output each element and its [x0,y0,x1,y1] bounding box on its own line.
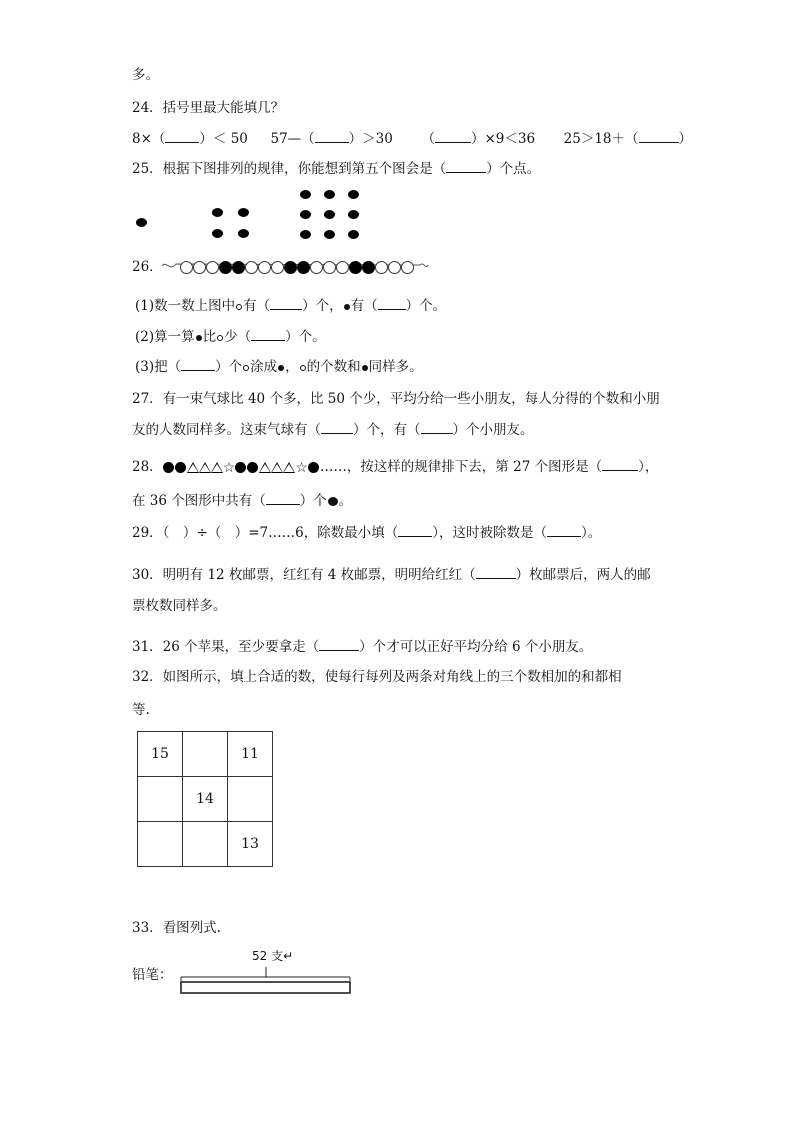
q28-blank-1[interactable] [602,459,638,471]
dot-fig3 [348,230,359,239]
grid-cell[interactable] [138,777,183,822]
triangle-shape [187,462,199,473]
q24-p1b: ）＜ 50 [199,131,248,147]
q27-blank-1[interactable] [321,422,353,434]
grid-cell: 15 [138,732,183,777]
q30-line2: 票枚数同样多。 [132,598,227,614]
q24-title: 24．括号里最大能填几？ [132,100,285,116]
q29-c: ）。 [580,525,602,541]
q28-line2 [132,492,352,510]
grid-cell: 14 [183,777,228,822]
white-bead-icon [236,304,242,310]
q26-s1a: (1)数一数上图中 [135,298,236,314]
triangle-shape [259,462,271,473]
q28-end1: ）， [638,459,659,475]
q24-p3b: ）×9＜36 [470,131,536,147]
q26-s2c: 少（ [224,329,252,345]
q28-blank-2[interactable] [266,493,300,505]
star-shape: ☆ [222,459,236,476]
q23-tail: 多。 [132,67,159,83]
q26-s3a: (3)把（ [135,359,182,375]
q24-p4: 25＞18＋（ [563,131,639,147]
bead-white [323,261,336,274]
bead-black [349,261,362,274]
bead-black [297,261,310,274]
q29-blank-1[interactable] [398,525,432,537]
q28-l2a: 在 36 个图形中共有（ [132,493,266,509]
q26-s2d: ）个。 [285,329,326,345]
q27-line1: 27．有一束气球比 40 个多，比 50 个少，平均分给一些小朋友，每人分得的个数和小朋 [132,391,660,407]
bead-black [284,261,297,274]
q26-s1d: 有（ [350,298,378,314]
q26-blank-1[interactable] [270,298,302,310]
bead-black [219,261,232,274]
q24-p3: （ [421,131,435,147]
q26-s3e: 的个数和 [306,359,361,375]
q28-l2c: 。 [338,493,353,509]
grid-row [138,732,273,777]
circle-shape [175,462,186,473]
q26-blank-4[interactable] [181,359,215,371]
q33-row-label: 铅笔： [132,967,173,983]
q27-l2a: 友的人数同样多。这束气球有（ [132,422,321,438]
black-bead-icon [196,335,202,341]
q26-s3f: 同样多。 [368,359,423,375]
q29-blank-2[interactable] [547,525,581,537]
q26-blank-2[interactable] [378,298,406,310]
black-bead-icon [278,365,284,371]
q24-blank-2[interactable] [315,131,349,143]
pencil-bar-diagram [178,963,354,997]
q30-blank[interactable] [476,567,516,579]
q33-title: 33．看图列式. [132,920,221,936]
dot-fig2 [238,229,249,238]
grid-row [138,822,273,867]
triangle-shape [211,462,223,473]
circle-shape [235,462,246,473]
q25-text [132,160,540,178]
q29-line [132,524,601,542]
grid-cell[interactable] [183,822,228,867]
circle-shape [163,462,174,473]
q25-blank[interactable] [446,161,486,173]
q29-a: 29．（ ）÷（ ）=7……6，除数最小填（ [132,525,399,541]
bead-white [180,261,193,274]
q27-l2b: ）个，有（ [353,422,421,438]
grid-row [138,777,273,822]
bead-white [375,261,388,274]
q31-line [132,638,592,656]
dot-fig2 [212,208,223,217]
q24-p4b: ） [678,131,692,147]
bead-white [206,261,219,274]
q26-s3d: ， [285,359,299,375]
q27-l2c: ）个小朋友。 [452,422,534,438]
bead-black [232,261,245,274]
dot-fig3 [324,210,335,219]
q33-top-label: 52 支↵ [252,949,294,963]
q26-s2 [135,328,326,346]
bead-white [336,261,349,274]
q24-p2b: ）＞30 [348,131,393,147]
bead-white [271,261,284,274]
q25-text-a: 25．根据下图排列的规律，你能想到第五个图会是（ [132,161,447,177]
dot-fig3 [300,230,311,239]
magic-square-grid [137,731,273,867]
dot-fig2 [238,208,249,217]
q28-label: 28． [132,459,163,475]
q31-a: 31．26 个苹果，至少要拿走（ [132,639,320,655]
q25-text-b: ）个点。 [486,161,541,177]
q32-line1: 32．如图所示，填上合适的数，使每行每列及两条对角线上的三个数相加的和都相 [132,669,622,685]
q24-blank-1[interactable] [165,131,199,143]
bead-white [401,261,414,274]
black-circle-icon [328,497,338,506]
white-bead-icon [243,365,249,371]
shape-sequence [163,460,320,476]
dot-fig1 [136,218,147,227]
white-bead-icon [300,365,306,371]
q26-s1c: ）个， [302,298,343,314]
grid-cell[interactable] [138,822,183,867]
q24-p2: 57—（ [270,131,315,147]
q27-blank-2[interactable] [421,422,453,434]
q26-s3b: ）个 [215,359,243,375]
bead-white [388,261,401,274]
circle-shape [247,462,258,473]
white-bead-icon [217,335,223,341]
dot-fig3 [300,190,311,199]
q29-b: ），这时被除数是（ [432,525,547,541]
grid-cell[interactable] [183,732,228,777]
grid-cell: 13 [228,822,273,867]
q27-line2 [132,421,534,439]
q26-s1 [135,297,446,315]
bead-white [258,261,271,274]
dot-fig2 [212,229,223,238]
dot-fig3 [324,230,335,239]
triangle-shape [283,462,295,473]
q28-text: ……，按这样的规律排下去，第 27 个图形是（ [319,459,603,475]
dot-fig3 [300,210,311,219]
bead-white [310,261,323,274]
circle-shape [308,462,319,473]
q24-blank-3[interactable] [435,131,471,143]
bead-black [362,261,375,274]
triangle-shape [199,462,211,473]
black-bead-icon [344,304,350,310]
q30-l1b: ）枚邮票后，两人的邮 [515,567,651,583]
q28-l2b: ）个 [299,493,327,509]
dot-fig3 [348,210,359,219]
star-shape: ☆ [295,459,308,476]
q24-items [132,130,692,148]
triangle-shape [271,462,283,473]
q32-line2: 等. [132,702,150,718]
q26-s2a: (2)算一算 [135,329,195,345]
q26-blank-3[interactable] [251,329,285,341]
q26-s3c: 涂成 [250,359,278,375]
q26-s1e: ）个。 [405,298,447,314]
q28-line1 [132,458,658,476]
grid-cell: 11 [228,732,273,777]
dot-fig3 [348,190,359,199]
q26-label: 26． [132,259,163,275]
q30-l1a: 30．明明有 12 枚邮票，红红有 4 枚邮票，明明给红红（ [132,567,476,583]
q31-blank[interactable] [319,639,359,651]
q31-b: ）个才可以正好平均分给 6 个小朋友。 [359,639,593,655]
bead-white [193,261,206,274]
black-bead-icon [362,365,368,371]
q26-s1b: 有（ [243,298,271,314]
q24-blank-4[interactable] [639,131,679,143]
q30-line1 [132,566,651,584]
q24-p1: 8×（ [132,131,166,147]
q26-s2b: 比 [202,329,217,345]
grid-cell[interactable] [228,777,273,822]
bead-white [245,261,258,274]
dot-fig3 [324,190,335,199]
q26-s3 [135,358,423,376]
